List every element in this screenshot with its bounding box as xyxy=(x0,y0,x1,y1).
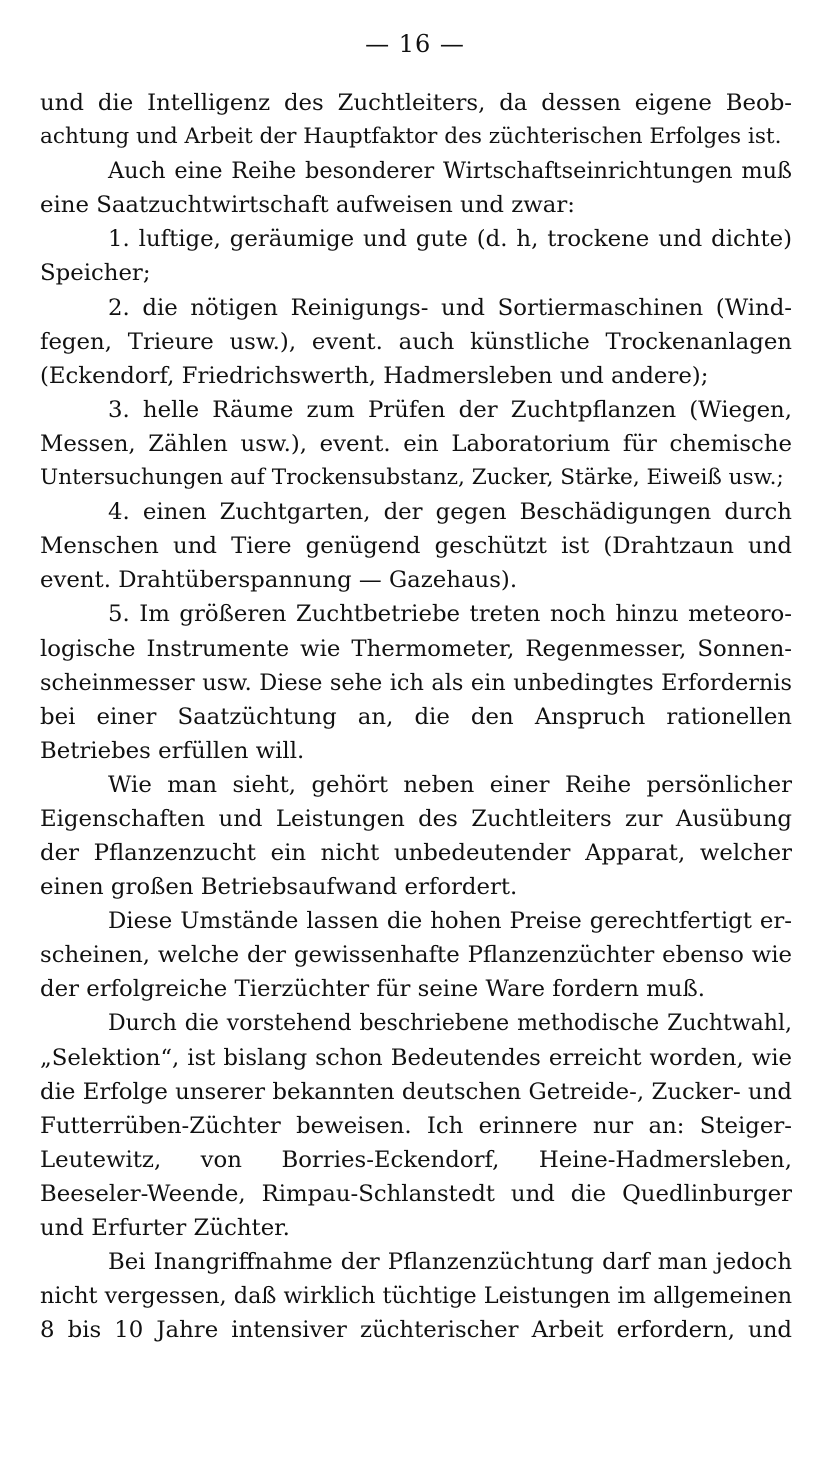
text-line: Betriebes erfüllen will. xyxy=(40,737,305,764)
text-line: fegen, Trieure usw.), event. auch künstliche Trockenanlagen xyxy=(40,328,792,355)
text-line: 3. helle Räume zum Prüfen der Zuchtpflanzen (Wiegen, xyxy=(108,396,792,423)
page-number: — 16 — xyxy=(365,30,465,58)
text-line: achtung und Arbeit der Hauptfaktor des züchterischen Erfolges ist. xyxy=(40,124,782,150)
body-text xyxy=(40,86,792,1347)
text-line: Auch eine Reihe besonderer Wirtschaftseinrichtungen muß xyxy=(108,158,792,185)
text-line: Untersuchungen auf Trockensubstanz, Zucker, Stärke, Eiweiß usw.; xyxy=(40,465,784,491)
text-line: logische Instrumente wie Thermometer, Regenmesser, Sonnen- xyxy=(40,635,792,662)
text-line: und Erfurter Züchter. xyxy=(40,1215,290,1242)
text-line: scheinmesser usw. Diese sehe ich als ein unbedingtes Erfordernis xyxy=(40,669,792,696)
text-line: 8 bis 10 Jahre intensiver züchterischer Arbeit erfordern, und xyxy=(40,1317,792,1344)
text-line: 4. einen Zuchtgarten, der gegen Beschädigungen durch xyxy=(108,499,792,526)
text-line: Futterrüben-Züchter beweisen. Ich erinnere nur an: Steiger- xyxy=(40,1112,792,1139)
text-line: Durch die vorstehend beschriebene methodische Zuchtwahl, xyxy=(108,1010,792,1036)
text-line: eine Saatzuchtwirtschaft aufweisen und zwar: xyxy=(40,192,575,219)
text-line: nicht vergessen, daß wirklich tüchtige Leistungen im allgemeinen xyxy=(40,1283,792,1310)
text-line: bei einer Saatzüchtung an, die den Anspruch rationellen xyxy=(40,703,792,730)
text-line: (Eckendorf, Friedrichswerth, Hadmersleben und andere); xyxy=(40,362,709,389)
text-line: einen großen Betriebsaufwand erfordert. xyxy=(40,874,518,901)
text-line: Messen, Zählen usw.), event. ein Laboratorium für chemische xyxy=(40,430,792,457)
text-line: event. Drahtüberspannung — Gazehaus). xyxy=(40,567,518,594)
text-line: Diese Umstände lassen die hohen Preise gerechtfertigt er- xyxy=(108,908,792,935)
text-line: Leutewitz, von Borries-Eckendorf, Heine-Hadmersleben, xyxy=(40,1146,792,1173)
text-line: und die Intelligenz des Zuchtleiters, da dessen eigene Beob- xyxy=(40,90,792,116)
text-line: der Pflanzenzucht ein nicht unbedeutender Apparat, welcher xyxy=(40,840,792,867)
text-line: Bei Inangriffnahme der Pflanzenzüchtung darf man jedoch xyxy=(108,1249,792,1276)
text-line: Menschen und Tiere genügend geschützt ist (Drahtzaun und xyxy=(40,533,792,560)
text-line: Speicher; xyxy=(40,260,151,287)
text-line: Wie man sieht, gehört neben einer Reihe persönlicher xyxy=(108,771,792,798)
text-line: „Selektion“, ist bislang schon Bedeutendes erreicht worden, wie xyxy=(40,1044,792,1071)
text-line: der erfolgreiche Tierzüchter für seine Ware fordern muß. xyxy=(40,976,705,1003)
text-line: Beeseler-Weende, Rimpau-Schlanstedt und die Quedlinburger xyxy=(40,1181,792,1207)
text-line: scheinen, welche der gewissenhafte Pflanzenzüchter ebenso wie xyxy=(40,942,792,969)
text-line: 1. luftige, geräumige und gute (d. h, trockene und dichte) xyxy=(108,226,792,253)
text-line: 5. Im größeren Zuchtbetriebe treten noch hinzu meteoro- xyxy=(108,601,792,628)
text-line: 2. die nötigen Reinigungs- und Sortiermaschinen (Wind- xyxy=(108,294,792,321)
text-line: die Erfolge unserer bekannten deutschen Getreide-, Zucker- und xyxy=(40,1078,792,1105)
text-line: Eigenschaften und Leistungen des Zuchtleiters zur Ausübung xyxy=(40,805,792,832)
